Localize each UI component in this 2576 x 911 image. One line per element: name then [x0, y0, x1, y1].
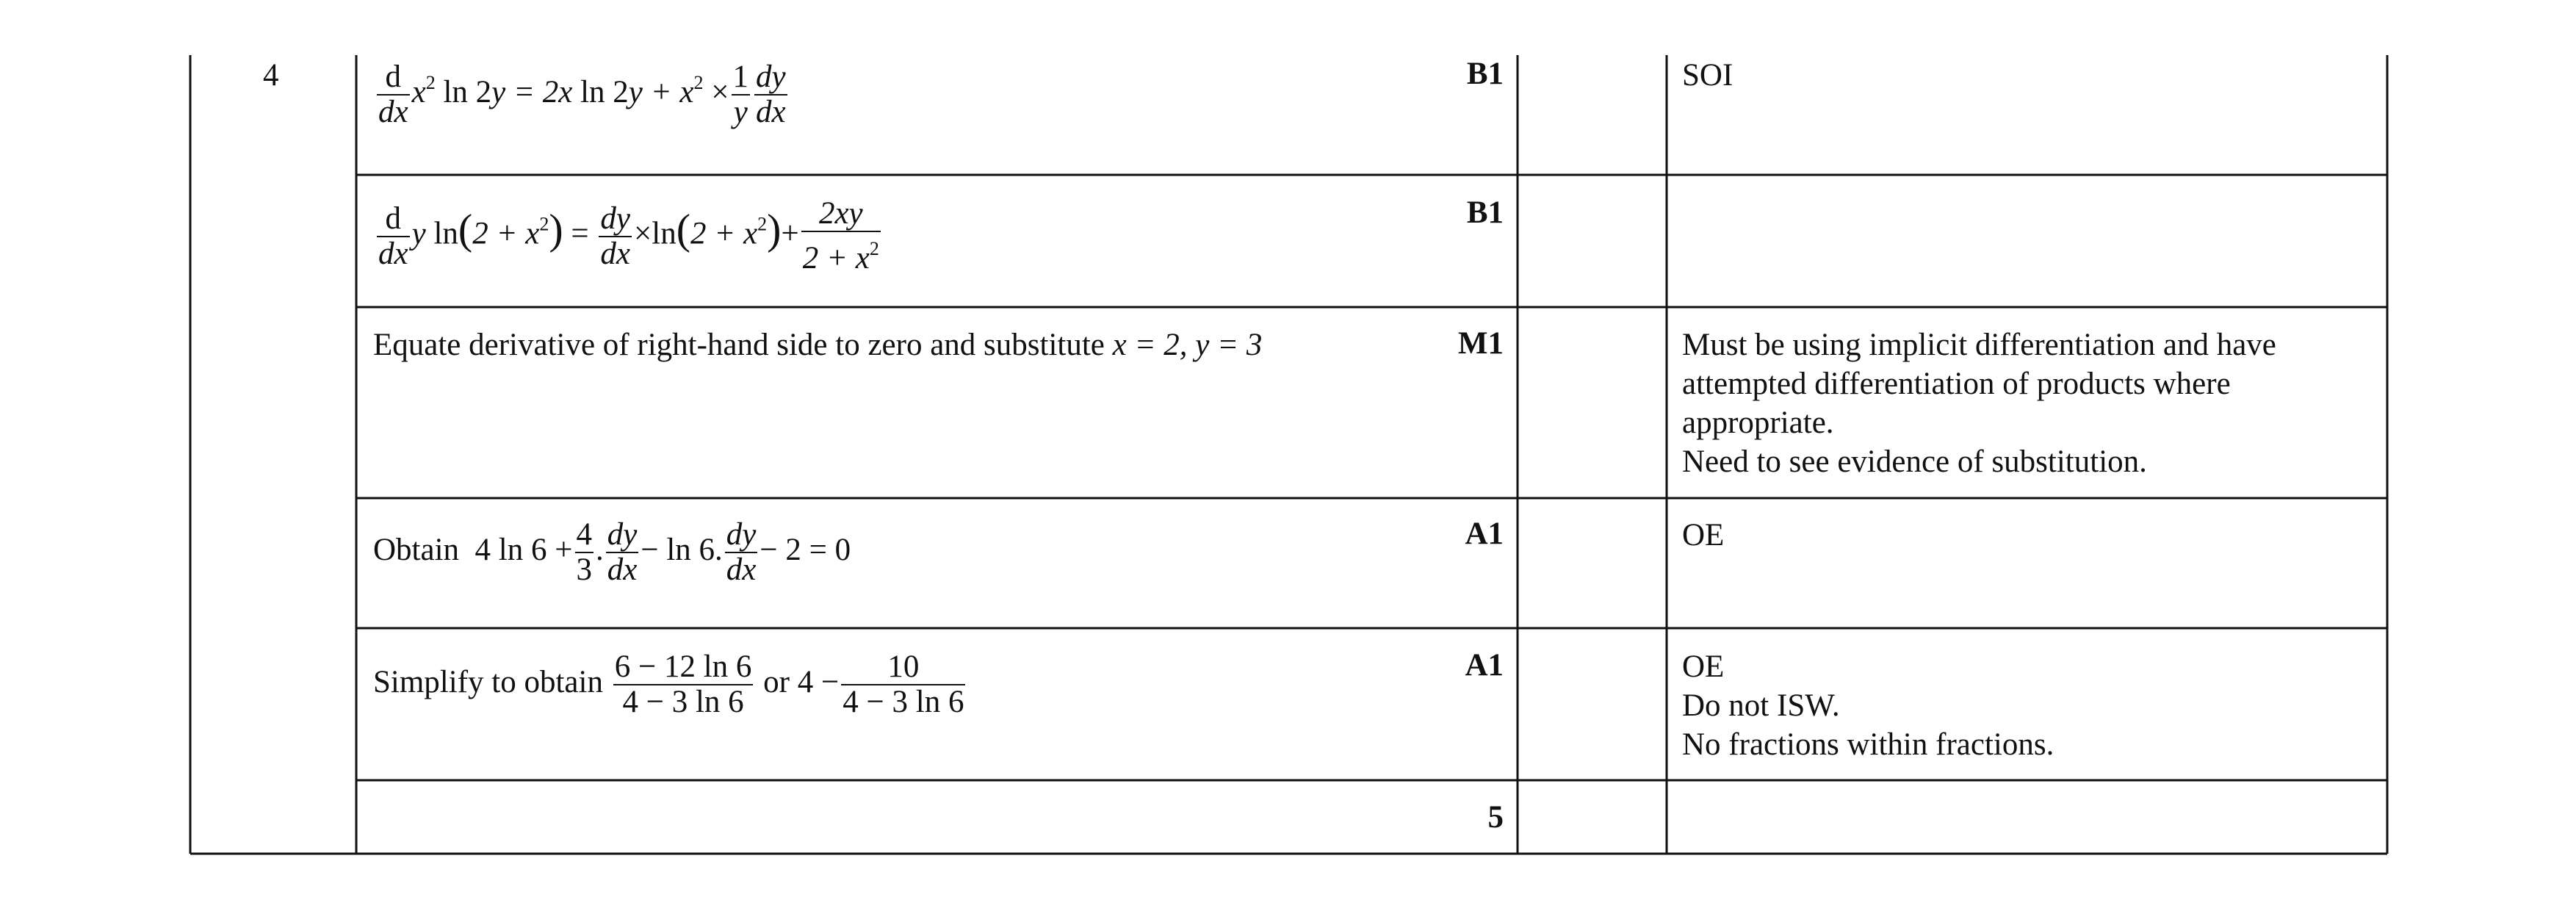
frac-result-2: $\frac{10}{4 - 3 \ln 6}$	[843, 649, 964, 719]
frac-d-dx: $\frac{d}{dx}$	[378, 60, 408, 129]
frac-dy-dx: $\frac{dy}{dx}$	[756, 60, 786, 129]
row5-guidance: OE Do not ISW. No fractions within fractions.	[1682, 649, 2054, 762]
question-number: 4	[263, 58, 279, 93]
row3-answer: Equate derivative of right-hand side to zero and substitute x = 2, y = 3	[373, 328, 1263, 362]
frac-dy-dx: $\frac{dy}{dx}$	[600, 201, 631, 271]
row5-mark: A1	[1465, 648, 1504, 683]
row5-answer-expression: Simplify to obtain $\frac{6 - 12 \ln 6}{4 - 3 \ln 6}$ or 4 − $\frac{10}{4 - 3 \ln 6}$	[373, 649, 964, 719]
row1-mark: B1	[1466, 57, 1504, 91]
frac-dy-dx: $\frac{dy}{dx}$	[726, 517, 757, 587]
row1-answer-expression: $\frac{d}{dx}$ $x^2$ ln 2y = 2x $\ln 2y + x^2$ × $\frac{1}{y}$ $\frac{dy}{dx}$	[378, 60, 786, 129]
row1-guidance: SOI	[1682, 58, 1733, 93]
row3-guidance: Must be using implicit differentiation and have attempted differentiation of products where appropriate. Need to see evidence of substitution.	[1682, 328, 2276, 479]
frac-dy-dx: $\frac{dy}{dx}$	[607, 517, 638, 587]
row4-mark: A1	[1465, 516, 1504, 551]
row3-mark: M1	[1457, 326, 1504, 361]
frac-result-1: $\frac{6 - 12 \ln 6}{4 - 3 \ln 6}$	[614, 649, 752, 719]
row2-answer-expression: $\frac{d}{dx}$ y $\ln(2 + x^2)$ = $\frac{dy}{dx}$ $\times\ln(2 + x^2)+$ $\frac{2xy}{2 + x^2}$	[378, 196, 879, 276]
frac-d-dx: $\frac{d}{dx}$	[378, 201, 408, 271]
row4-guidance: OE	[1682, 518, 1725, 552]
row2-mark: B1	[1466, 195, 1504, 230]
total-marks: 5	[1487, 800, 1504, 835]
frac-1-y: $\frac{1}{y}$	[732, 60, 748, 129]
frac-2xy: $\frac{2xy}{2 + x^2}$	[802, 196, 879, 276]
row4-answer-expression: Obtain 4 ln 6 + $\frac{4}{3}$ . $\frac{dy}{dx}$ − ln 6. $\frac{dy}{dx}$ − 2 = 0	[373, 517, 851, 587]
frac-4-3: $\frac{4}{3}$	[576, 517, 592, 587]
